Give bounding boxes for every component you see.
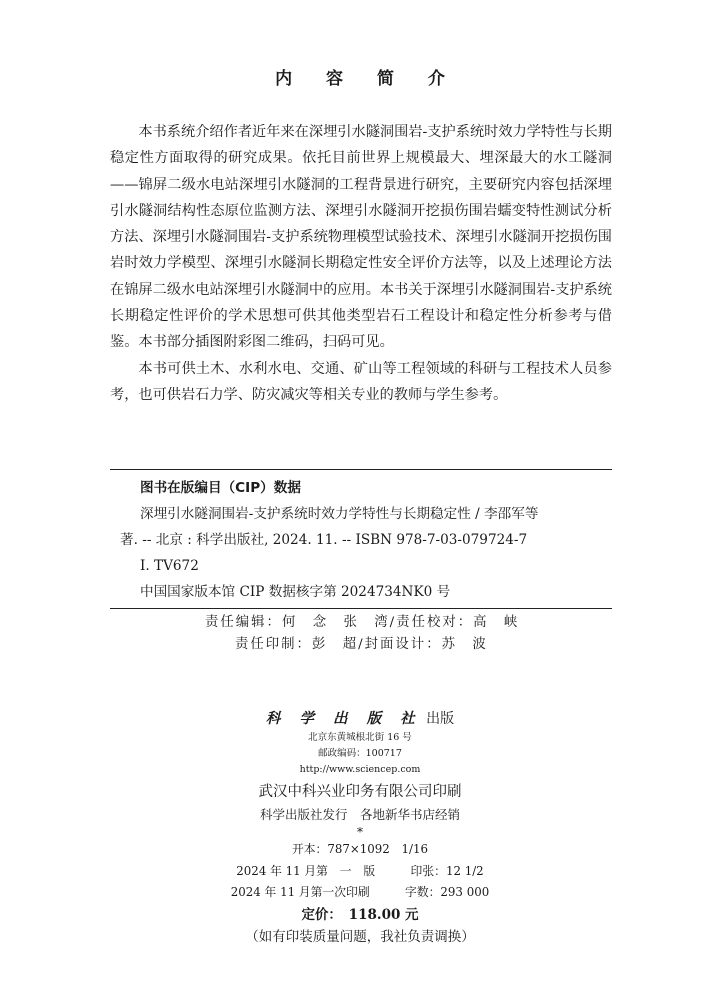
credits-production-line: 责任印制：彭 超/封面设计：苏 波 <box>235 637 488 652</box>
publisher-suffix: 出版 <box>426 711 455 727</box>
printing-line: 2024 年 11 月第一次印刷 字数：293 000 <box>230 885 490 899</box>
editorial-credits <box>0 612 720 656</box>
page-title: 内 容 简 介 <box>275 69 459 89</box>
credits-editors-line: 责任编辑：何 念 张 湾/责任校对：高 峡 <box>205 615 520 630</box>
publisher-logo-text: 科 学 出 版 社 <box>265 710 422 727</box>
quality-note: （如有印装质量问题，我社负责调换） <box>245 928 475 945</box>
intro-paragraph-1: 本书系统介绍作者近年来在深埋引水隧洞围岩-支护系统时效力学特性与长期稳定性方面取得的研究成果。依托目前世界上规模最大、埋深最大的水工隧洞——锦屏二级水电站深埋引水隧洞的工程背景进行研究，主要研究内容包括深埋引水隧洞结构性态原位监测方法、深埋引水隧洞开挖损伤围岩蠕变特性测试分析方法、深埋引水隧洞围岩-支护系统物理模型试验技术、深埋引水隧洞开挖损伤围岩时效力学模型、深埋引水隧洞长期稳定性安全评价方法等，以及上述理论方法在锦屏二级水电站深埋引水隧洞中的应用。本书关于深埋引水隧洞围岩-支护系统长期稳定性评价的学术思想可供其他类型岩石工程设计和稳定性分析参考与借鉴。本书部分插图附彩图二维码，扫码可见。 <box>110 124 612 351</box>
intro-paragraph-2: 本书可供土木、水利水电、交通、矿山等工程领域的科研与工程技术人员参考，也可供岩石力学、防灾减灾等相关专业的教师与学生参考。 <box>110 360 612 403</box>
printer-line: 武汉中科兴业印务有限公司印刷 <box>258 784 462 800</box>
publisher-website: http://www.sciencep.com <box>299 764 421 775</box>
imprint-block <box>0 708 720 948</box>
cip-line-publisher: 著. -- 北京 : 科学出版社, 2024. 11. -- ISBN 978-7-03-079724-7 <box>120 532 528 548</box>
cip-line-record-number: 中国国家版本馆 CIP 数据核字第 2024734NK0 号 <box>140 584 451 600</box>
cip-bottom-rule <box>110 608 612 609</box>
format-line: 开本：787×1092 1/16 <box>291 842 429 856</box>
distribution-line: 科学出版社发行 各地新华书店经销 <box>259 807 460 822</box>
cip-line-classification: I. TV672 <box>140 558 199 574</box>
edition-line: 2024 年 11 月第 一 版 印张：12 1/2 <box>236 863 484 878</box>
separator-star: * <box>357 825 363 839</box>
cip-top-rule <box>110 469 612 470</box>
cip-data-block <box>110 475 612 605</box>
publisher-address: 北京东黄城根北街 16 号 <box>308 732 412 743</box>
cip-heading: 图书在版编目（CIP）数据 <box>140 480 301 496</box>
price-line: 定价： 118.00 元 <box>301 906 419 923</box>
book-introduction <box>110 119 612 408</box>
publisher-line <box>0 708 720 730</box>
publisher-postcode: 邮政编码：100717 <box>318 748 402 759</box>
cip-line-title: 深埋引水隧洞围岩-支护系统时效力学特性与长期稳定性 / 李邵军等 <box>140 506 539 522</box>
